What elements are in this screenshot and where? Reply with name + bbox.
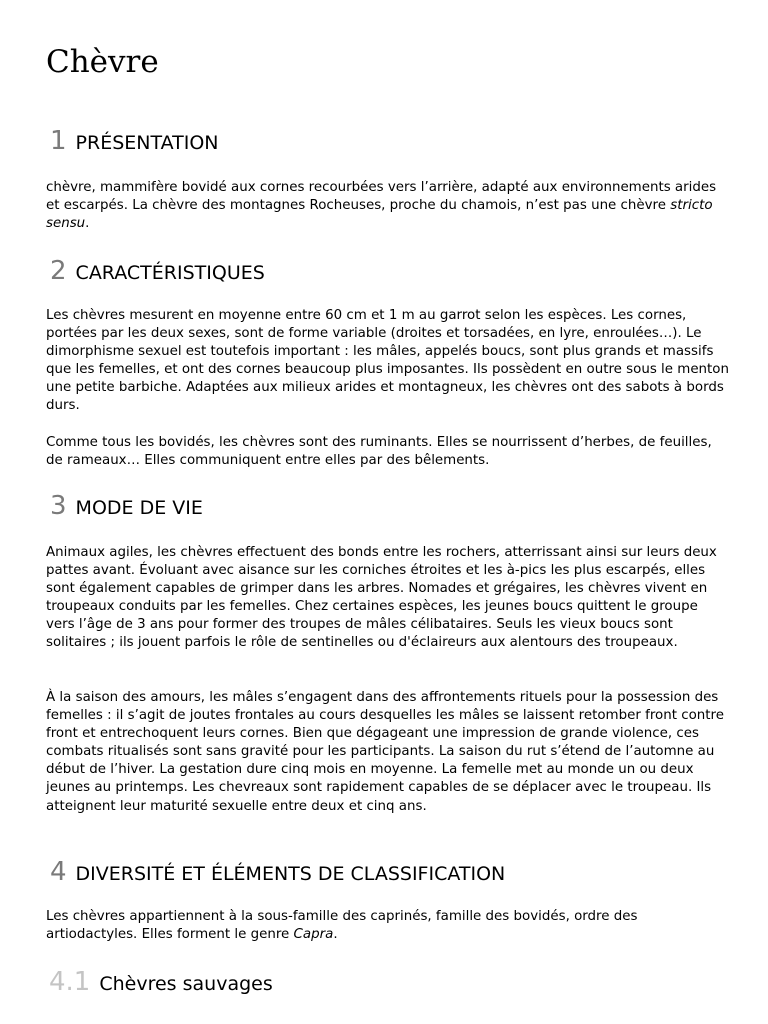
section-number: 4.1 bbox=[49, 967, 91, 997]
page-title: Chèvre bbox=[46, 44, 159, 80]
paragraph-diversite bbox=[46, 908, 730, 944]
section-heading-mode-de-vie bbox=[46, 491, 203, 523]
paragraph-text: chèvre, mammifère bovidé aux cornes recourbées vers l’arrière, adapté aux environnements arides et escarpés. La chèvre des montagnes Rocheuses, proche du chamois, n’est pas une chèvre bbox=[46, 180, 717, 214]
section-heading-diversite bbox=[46, 857, 505, 889]
section-title: MODE DE VIE bbox=[75, 497, 203, 519]
section-number: 3 bbox=[50, 491, 67, 521]
section-title: DIVERSITÉ ET ÉLÉMENTS DE CLASSIFICATION bbox=[75, 863, 506, 885]
paragraph-text-end: . bbox=[85, 216, 90, 232]
paragraph-presentation bbox=[46, 179, 730, 233]
latin-term: stricto sensu bbox=[46, 198, 713, 232]
genus-name: Capra bbox=[293, 927, 334, 943]
section-title: PRÉSENTATION bbox=[75, 132, 219, 154]
paragraph-text-end: . bbox=[333, 927, 338, 943]
section-heading-caracteristiques bbox=[46, 256, 265, 288]
paragraph-mode-de-vie-2: À la saison des amours, les mâles s’engagent dans des affrontements rituels pour la possession des femelles : il s’agit de joutes frontales au cours desquelles les mâles se laissent retomber front contre front et entrechoquent leurs cornes. Bien que dégageant une impression de grande violence, ces combats ritualisés sont sans gravité pour les participants. La saison du rut s’étend de l’automne au début de l’hiver. La gestation dure cinq mois en moyenne. La femelle met au monde un ou deux jeunes au printemps. Les chevreaux sont rapidement capables de se déplacer avec le troupeau. Ils atteignent leur maturité sexuelle entre deux et cinq ans. bbox=[46, 690, 724, 814]
paragraph-mode-de-vie-1: Animaux agiles, les chèvres effectuent des bonds entre les rochers, atterrissant ainsi sur leurs deux pattes avant. Évoluant avec aisance sur les corniches étroites et les à-pics les plus escarpés, elles sont également capables de grimper dans les arbres. Nomades et grégaires, les chèvres vivent en troupeaux conduits par les femelles. Chez certaines espèces, les jeunes boucs quittent le groupe vers l’âge de 3 ans pour former des troupes de mâles célibataires. Seuls les vieux boucs sont solitaires ; ils jouent parfois le rôle de sentinelles ou d'éclaireurs aux alentours des troupeaux. bbox=[46, 545, 717, 651]
subsection-heading-chevres-sauvages bbox=[46, 967, 273, 999]
paragraph-caracteristiques-2: Comme tous les bovidés, les chèvres sont des ruminants. Elles se nourrissent d’herbes, de feuilles, de rameaux… Elles communiquent entre elles par des bêlements. bbox=[46, 435, 712, 469]
section-number: 1 bbox=[50, 126, 67, 156]
section-number: 2 bbox=[50, 256, 67, 286]
paragraph-caracteristiques-1: Les chèvres mesurent en moyenne entre 60 cm et 1 m au garrot selon les espèces. Les cornes, portées par les deux sexes, sont de forme variable (droites et torsadées, en lyre, enroulées…). Le dimorphisme sexuel est toutefois important : les mâles, appelés boucs, sont plus grands et massifs que les femelles, et ont des cornes beaucoup plus imposantes. Ils possèdent en outre sous le menton une petite barbiche. Adaptées aux milieux arides et montagneux, les chèvres ont des sabots à bords durs. bbox=[46, 308, 729, 414]
paragraph-text: Les chèvres appartiennent à la sous-famille des caprinés, famille des bovidés, ordre des artiodactyles. Elles forment le genre bbox=[46, 909, 638, 943]
section-title: CARACTÉRISTIQUES bbox=[75, 262, 265, 284]
section-number: 4 bbox=[50, 857, 67, 887]
section-title: Chèvres sauvages bbox=[99, 973, 273, 995]
section-heading-presentation bbox=[46, 126, 219, 158]
